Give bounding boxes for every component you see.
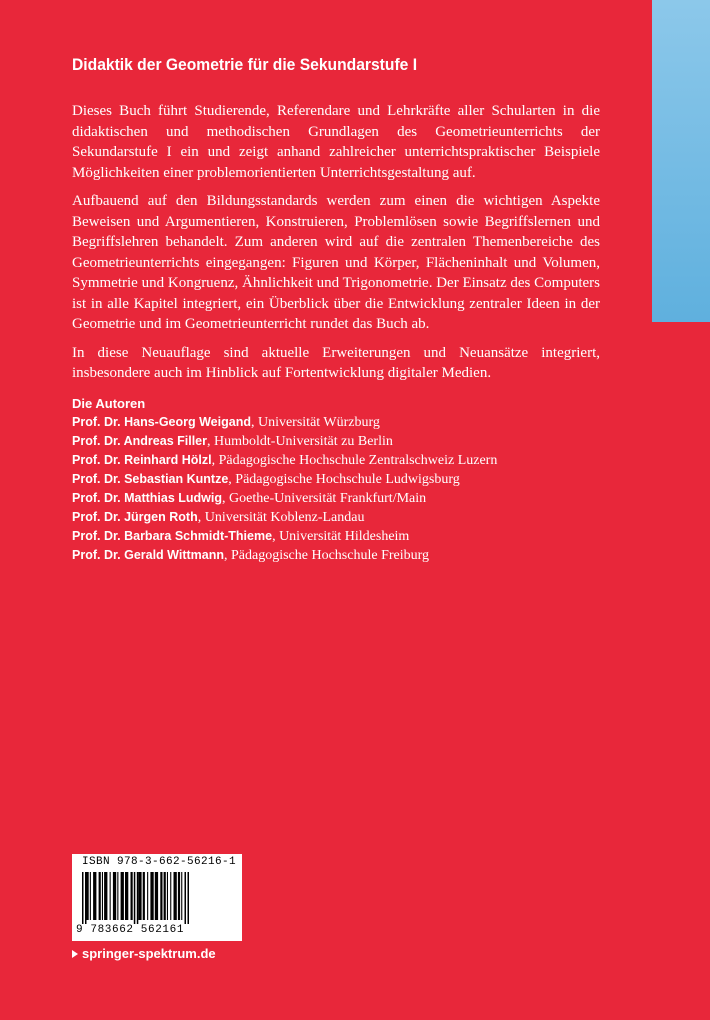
barcode-bar — [93, 872, 96, 920]
barcode-bar — [164, 872, 166, 920]
barcode-bar — [125, 872, 128, 920]
description-paragraph-3: In diese Neuauflage sind aktuelle Erweiterungen und Neuansätze integriert, insbesondere auch im Hinblick auf Fortentwicklung digitaler Medien. — [72, 344, 600, 381]
barcode-bar — [181, 872, 182, 920]
author-name: Prof. Dr. Sebastian Kuntze — [72, 471, 229, 486]
barcode-bar — [121, 872, 124, 920]
barcode-bar — [160, 872, 162, 920]
barcode-bar — [102, 872, 103, 920]
publisher-website[interactable] — [72, 946, 216, 961]
author-item — [72, 546, 600, 565]
barcode-bar — [110, 872, 111, 920]
barcode-bar — [113, 872, 116, 920]
author-name: Prof. Dr. Jürgen Roth — [72, 509, 198, 524]
isbn-label: ISBN 978-3-662-56216-1 — [82, 856, 237, 868]
barcode-guard-bar — [188, 872, 190, 924]
barcode-bar — [87, 872, 89, 920]
author-affiliation: , Pädagogische Hochschule Zentralschweiz Luzern — [211, 452, 498, 468]
barcode-bar — [174, 872, 177, 920]
author-item — [72, 527, 600, 546]
side-color-tab — [652, 0, 710, 322]
isbn-barcode — [72, 854, 242, 941]
barcode-bar — [131, 872, 133, 920]
author-item — [72, 413, 600, 432]
barcode-guard-bar — [85, 872, 87, 924]
barcode-guard-bar — [185, 872, 187, 924]
author-item — [72, 489, 600, 508]
author-affiliation: , Goethe-Universität Frankfurt/Main — [222, 490, 427, 506]
website-label: springer-spektrum.de — [82, 946, 216, 961]
barcode-bar — [150, 872, 153, 920]
barcode-guard-bar — [134, 872, 136, 924]
author-name: Prof. Dr. Barbara Schmidt-Thieme — [72, 528, 273, 543]
author-item — [72, 508, 600, 527]
author-affiliation: , Pädagogische Hochschule Ludwigsburg — [228, 471, 460, 487]
barcode-bar — [99, 872, 101, 920]
author-item — [72, 470, 600, 489]
barcode-bar — [104, 872, 107, 920]
barcode-bar — [147, 872, 148, 920]
author-item — [72, 451, 600, 470]
authors-list — [72, 413, 600, 565]
author-name: Prof. Dr. Hans-Georg Weigand — [72, 414, 251, 429]
barcode-bars — [80, 872, 234, 924]
barcode-bar — [138, 872, 141, 920]
barcode-guard-bar — [82, 872, 84, 924]
barcode-bar — [155, 872, 158, 920]
barcode-bar — [170, 872, 171, 920]
author-name: Prof. Dr. Gerald Wittmann — [72, 547, 224, 562]
author-name: Prof. Dr. Reinhard Hölzl — [72, 452, 212, 467]
author-affiliation: , Universität Hildesheim — [272, 528, 410, 544]
description-paragraph-1: Dieses Buch führt Studierende, Referendare und Lehrkräfte aller Schularten in die didaktischen und methodischen Grundlagen des Geometrieunterrichts der Sekundarstufe I ein und zeigt anhand zahlreicher unterrichtspraktischer Beispiele Möglichkeiten einer problemorientierten Unterrichtsgestaltung auf. — [72, 103, 600, 181]
barcode-guard-bar — [137, 872, 139, 924]
description-paragraph-2: Aufbauend auf den Bildungsstandards werden zum einen die wichtigen Aspekte Beweisen und Argumentieren, Konstruieren, Problemlösen sowie Begriffslernen und Begriffslehren behandelt. Zum anderen wird auf die zentralen Themenbereiche des Geometrieunterrichts eingegangen: Figuren und Körper, Flächeninhalt und Volumen, Symmetrie und Kongruenz, Ähnlichkeit und Trigonometrie. Der Einsatz des Computers ist in alle Kapitel integriert, ein Überblick über die Entwicklung zentraler Ideen in der Geometrie und im Geometrieunterricht rundet das Buch ab. — [72, 193, 600, 332]
author-affiliation: , Humboldt-Universität zu Berlin — [207, 433, 393, 449]
barcode-bar — [90, 872, 91, 920]
barcode-digits: 9 783662 562161 — [76, 924, 185, 936]
back-cover-text — [72, 54, 600, 565]
barcode-bar — [117, 872, 118, 920]
author-affiliation: , Universität Koblenz-Landau — [197, 509, 365, 525]
author-name: Prof. Dr. Matthias Ludwig — [72, 490, 223, 505]
barcode-bar — [178, 872, 180, 920]
author-affiliation: , Universität Würzburg — [250, 414, 380, 430]
author-name: Prof. Dr. Andreas Filler — [72, 433, 207, 448]
arrow-right-icon — [72, 950, 78, 958]
barcode-bar — [143, 872, 145, 920]
authors-heading: Die Autoren — [72, 395, 146, 411]
author-item — [72, 432, 600, 451]
book-title: Didaktik der Geometrie für die Sekundarstufe I — [72, 55, 418, 74]
barcode-bar — [167, 872, 168, 920]
author-affiliation: , Pädagogische Hochschule Freiburg — [224, 547, 430, 563]
